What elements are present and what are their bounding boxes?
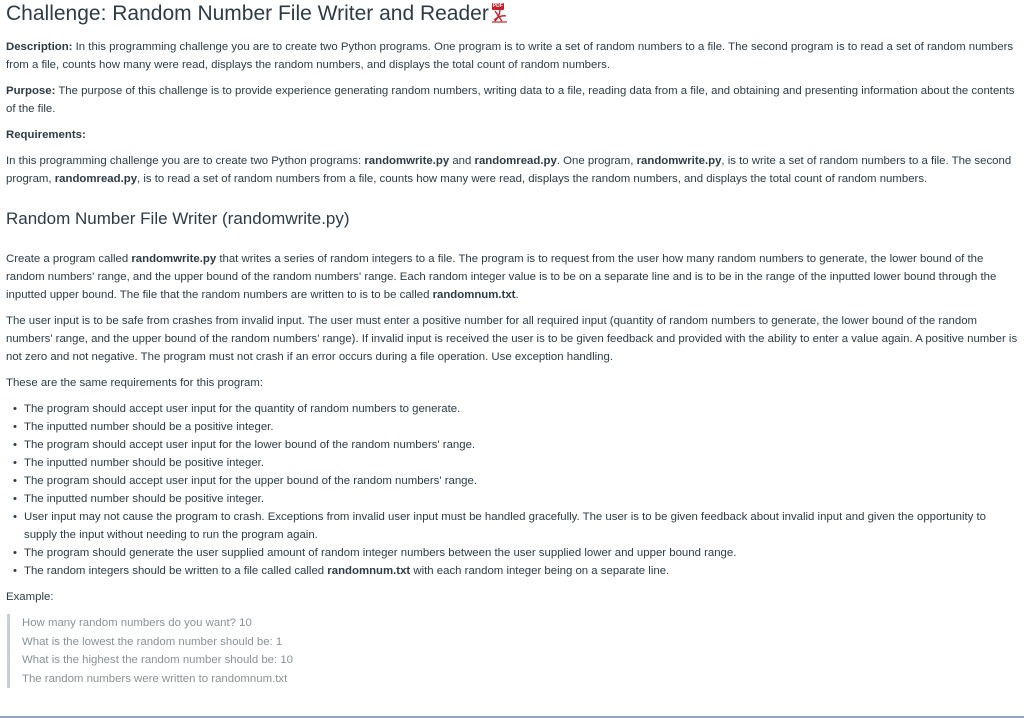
list-item: • The program should accept user input for the quantity of random numbers to generate. <box>24 400 1018 418</box>
example-line: The random numbers were written to randomnum.txt <box>22 672 288 685</box>
example-line: What is the highest the random number should be: 10 <box>22 654 294 666</box>
list-item-text: The random integers should be written to a file called called <box>24 565 328 577</box>
requirements-paragraph <box>6 152 1018 188</box>
list-item <box>24 562 1018 580</box>
purpose-label: Purpose: <box>6 85 56 97</box>
filename-randomwrite: randomwrite.py <box>364 155 450 167</box>
purpose-paragraph <box>6 82 1018 118</box>
writer-section-heading: Random Number File Writer (randomwrite.py) <box>6 209 350 228</box>
input-safety-paragraph: The user input is to be safe from crashes from invalid input. The user must enter a positive number for all required input (quantity of random numbers to generate, the lower bound of the random numbers' range, and the upper bound of the random numbers' range). If invalid input is received the user is to be given feedback and provided with the ability to enter a value again. A positive number is not zero and not negative. The program must not crash if an error occurs during a file operation. Use exception handling. <box>6 315 1018 363</box>
purpose-text: The purpose of this challenge is to provide experience generating random numbers, writing data to a file, reading data from a file, and obtaining and presenting information about the contents of the file. <box>6 85 1015 115</box>
filename-randomread: randomread.py <box>474 155 557 167</box>
list-item: • The program should generate the user supplied amount of random integer numbers between the user supplied lower and upper bound range. <box>24 544 1018 562</box>
list-item: • The inputted number should be positive integer. <box>24 490 1018 508</box>
requirements-heading <box>6 126 1018 144</box>
filename-randomnum: randomnum.txt <box>432 289 516 301</box>
requirements-heading-text: Requirements: <box>6 129 86 141</box>
filename-randomwrite: randomwrite.py <box>131 253 217 265</box>
description-paragraph <box>6 38 1018 74</box>
requirements-text: , is to read a set of random numbers from a file, counts how many were read, displays the random numbers, and displays the total count of random numbers. <box>137 173 928 185</box>
description-text: In this programming challenge you are to create two Python programs. One program is to write a set of random numbers to a file. The second program is to read a set of random numbers from a file, counts how many were read, displays the random numbers, and displays the total count of random numbers. <box>6 41 1014 71</box>
pdf-icon[interactable] <box>491 3 509 23</box>
list-item: • The inputted number should be positive integer. <box>24 454 1018 472</box>
description-label: Description: <box>6 41 73 53</box>
filename-randomwrite: randomwrite.py <box>636 155 722 167</box>
requirements-text: and <box>449 155 475 167</box>
example-line: How many random numbers do you want? 10 <box>22 617 252 629</box>
requirements-list <box>6 400 1018 580</box>
filename-randomread: randomread.py <box>54 173 138 185</box>
create-text: . <box>515 289 519 301</box>
requirements-text: In this programming challenge you are to create two Python programs: <box>6 155 365 167</box>
list-item: • The program should accept user input for the lower bound of the random numbers' range. <box>24 436 1018 454</box>
create-text: that writes a series of random integers to a file. The program is to request from the user how many random numbers to generate, the lower bound of the random numbers' range, and the upper bound of the random numbers' range. Each random integer value is to be on a separate line and is to be in the range of the inputted lower bound through the inputted upper bound. The file that the random numbers are written to is to be called <box>6 253 997 301</box>
list-item: • The program should accept user input for the upper bound of the random numbers' range. <box>24 472 1018 490</box>
list-item: • User input may not cause the program to crash. Exceptions from invalid user input must be handled gracefully. The user is to be given feedback about invalid input and given the opportunity to supply the input without needing to run the program again. <box>24 508 1018 544</box>
requirements-text: , is to write a set of random numbers to a file. The second program, <box>6 155 1012 185</box>
pdf-badge: PDF <box>492 3 503 9</box>
list-item-text: with each random integer being on a separate line. <box>410 565 670 577</box>
page-title-text: Challenge: Random Number File Writer and Reader <box>6 2 489 25</box>
filename-randomnum: randomnum.txt <box>327 565 411 577</box>
requirements-text: . One program, <box>556 155 637 167</box>
example-heading: Example: <box>6 591 54 603</box>
create-text: Create a program called <box>6 253 132 265</box>
example-blockquote <box>7 614 1018 688</box>
create-paragraph <box>6 250 1018 304</box>
page-title <box>6 0 1018 27</box>
list-item: • The inputted number should be a positive integer. <box>24 418 1018 436</box>
example-line: What is the lowest the random number should be: 1 <box>22 635 283 648</box>
same-requirements-text: These are the same requirements for this program: <box>6 377 264 389</box>
